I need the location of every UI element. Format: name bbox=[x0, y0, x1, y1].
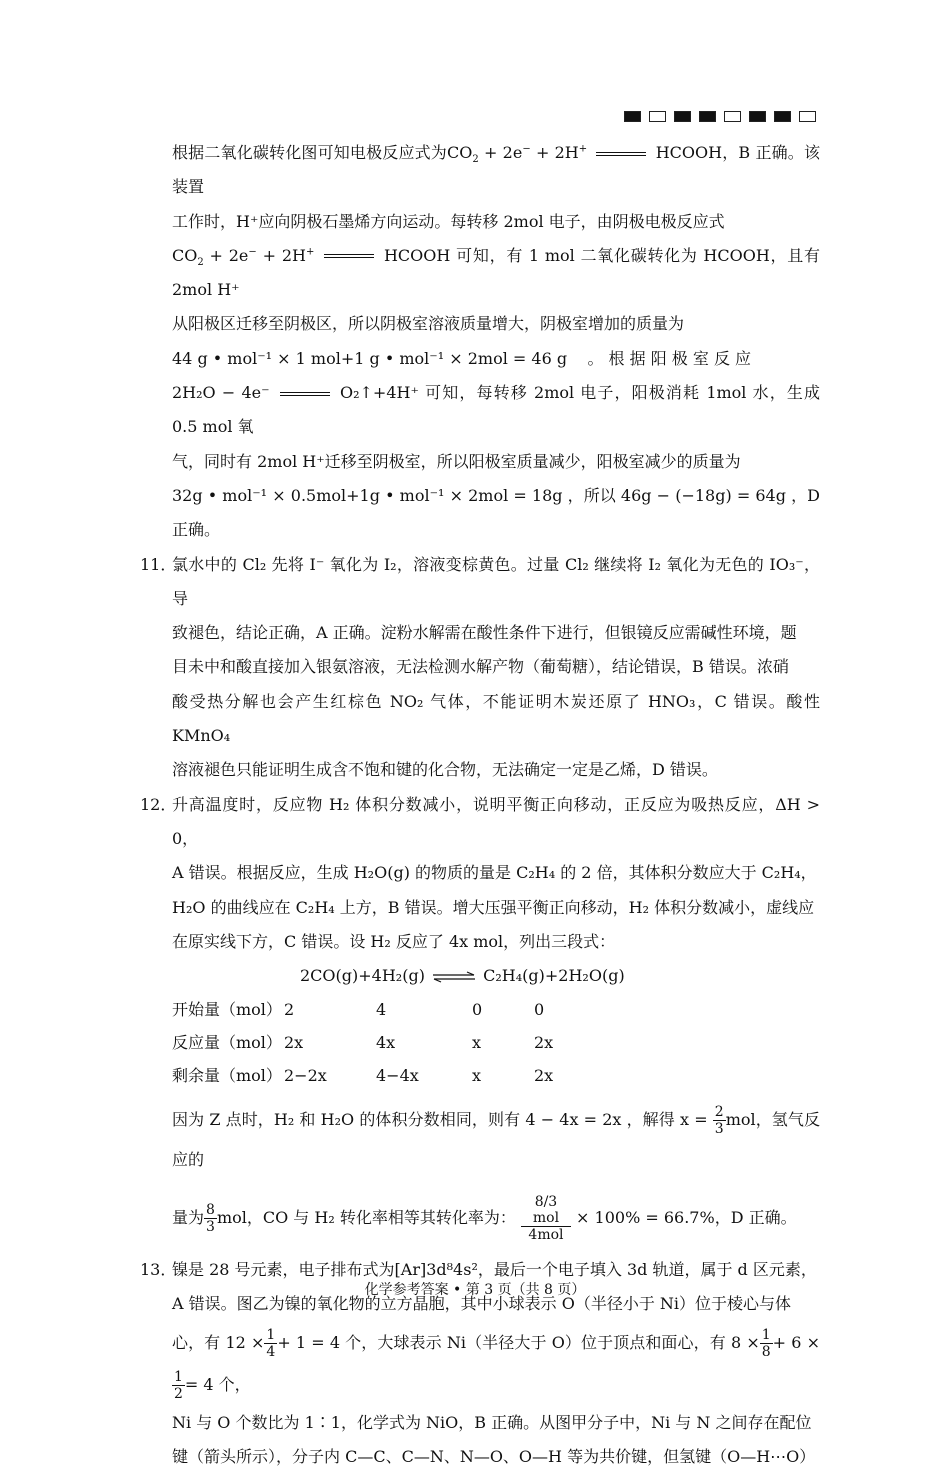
empty-square-icon bbox=[799, 111, 816, 122]
table-row: 反应量（mol） 2x 4x x 2x bbox=[172, 1033, 554, 1053]
answer-13: 13． 镍是 28 号元素，电子排布式为[Ar]3d⁸4s²，最后一个电子填入 3d 轨道，属于 d 区元素， A 错误。图乙为镍的氧化物的立方晶胞，其中小球表示 O（半径小于 Ni）位于棱心与体 心，有 12 × $\frac{1}{4}$ + 1 = 4 个，大球表示 Ni（半径大于 O）位于顶点和面心，有 8 × $\frac{1}{8}$ + 6 × $\frac{1}{2}$ = 4 个， Ni 与 O 个数比为 1∶1，化学式为 NiO，B 正确。从图甲分子中，Ni 与 N 之间存在配位 键（箭头所示），分子内 C—C、C—N、N—O、O—H 等为共价键，但氢键（O—H⋯O） bbox=[140, 1253, 820, 1474]
equilibrium-arrow-icon bbox=[432, 971, 476, 983]
filled-square-icon bbox=[774, 111, 791, 122]
answer-11: 11． 氯水中的 Cl₂ 先将 I⁻ 氧化为 I₂，溶液变棕黄色。过量 Cl₂ 继续将 I₂ 氧化为无色的 IO₃⁻，导 致褪色，结论正确，A 正确。淀粉水解需在酸性条件下进行，但银镜反应需碱性环境，题 目未中和酸直接加入银氨溶液，无法检测水解产物（葡萄糖），结论错误，B 错误。浓硝 酸受热分解也会产生红棕色 NO₂ 气体，不能证明木炭还原了 HNO₃，C 错误。酸性 KMnO₄ 溶液褪色只能证明生成含不饱和键的化合物，无法确定一定是乙烯，D 错误。 bbox=[140, 548, 820, 788]
question-number: 12． bbox=[140, 794, 177, 814]
three-stage-table bbox=[140, 993, 820, 1092]
answer-content bbox=[140, 136, 820, 1474]
empty-square-icon bbox=[724, 111, 741, 122]
answer-12-calc: 因为 Z 点时，H₂ 和 H₂O 的体积分数相同，则有 4 − 4x = 2x ，解得 x = $\frac{2}{3}$ mol，氢气反应的 量为 $\frac{8}{3}$ mol，CO 与 H₂ 转化率相等其转化率为： $\frac{\text{8/3 mol}}{\text{4mol}}$ × 100% = 66.7%，D 正确。 bbox=[172, 1104, 820, 1244]
page-footer: 化学参考答案 • 第 3 页（共 8 页） bbox=[364, 1282, 586, 1298]
filled-square-icon bbox=[674, 111, 691, 122]
filled-square-icon bbox=[624, 111, 641, 122]
question-number: 11． bbox=[140, 554, 177, 574]
filled-square-icon bbox=[699, 111, 716, 122]
empty-square-icon bbox=[649, 111, 666, 122]
answer-12: 12． 升高温度时，反应物 H₂ 体积分数减小，说明平衡正向移动，正反应为吸热反应，ΔH > 0， A 错误。根据反应，生成 H₂O(g) 的物质的量是 C₂H₄ 的 2 倍，其体积分数应大于 C₂H₄， H₂O 的曲线应在 C₂H₄ 上方，B 错误。增大压强平衡正向移动，H₂ 体积分数减小，虚线应 在原实线下方，C 错误。设 H₂ 反应了 4x mol，列出三段式： bbox=[140, 788, 820, 959]
header-squares bbox=[624, 111, 816, 122]
filled-square-icon bbox=[749, 111, 766, 122]
table-row: 开始量（mol） 2 4 0 0 bbox=[172, 1000, 545, 1020]
table-row: 剩余量（mol） 2−2x 4−4x x 2x bbox=[172, 1066, 554, 1086]
reaction-equation: 2CO(g)+4H₂(g) C₂H₄(g)+2H₂O(g) bbox=[300, 966, 625, 986]
answer-10-continued: 根据二氧化碳转化图可知电极反应式为$CO_2 + 2e^- + 2H^+$ HCOOH，B 正确。该装置 工作时，H⁺应向阴极石墨烯方向运动。每转移 2mol 电子，由阴极电极反应式 $CO_2 + 2e^- + 2H^+$ HCOOH 可知，有 1 mol 二氧化碳转化为 HCOOH，且有 2mol H⁺ 从阳极区迁移至阴极区，所以阴极室溶液质量增大，阴极室增加的质量为 44 g • mol⁻¹ × 1 mol+1 g • mol⁻¹ × 2mol = 46 g 。 根 据 阳 极 室 反 应 2H₂O − 4e⁻ O₂↑+4H⁺ 可知，每转移 2mol 电子，阳极消耗 1mol 水，生成 0.5 mol 氧 气，同时有 2mol H⁺迁移至阴极室，所以阳极室质量减少，阳极室减少的质量为 32g • mol⁻¹ × 0.5mol+1g • mol⁻¹ × 2mol = 18g ，所以 46g − (−18g) = 64g ，D 正确。 bbox=[172, 143, 820, 540]
question-number: 13． bbox=[140, 1260, 177, 1280]
